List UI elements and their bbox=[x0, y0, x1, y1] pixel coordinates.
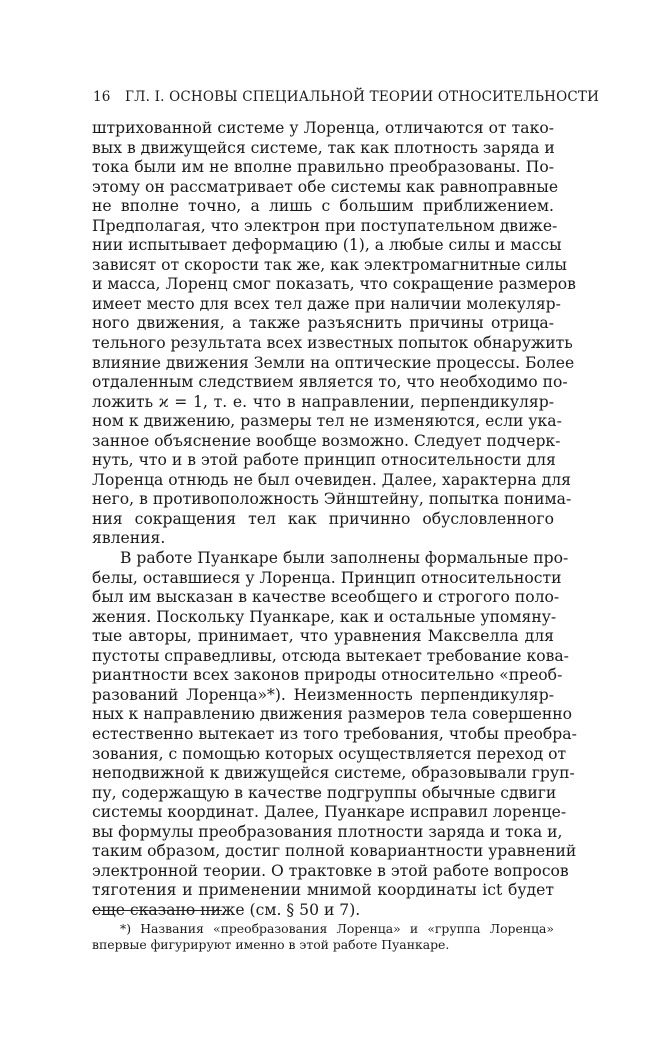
text-line: таким образом, достиг полной ковариантности уравнений bbox=[92, 842, 577, 861]
body-text bbox=[92, 119, 577, 920]
text-line: штрихованной системе у Лоренца, отличаются от тако- bbox=[92, 119, 554, 137]
running-head bbox=[93, 89, 600, 111]
text-line: жения. Поскольку Пуанкаре, как и остальные упомяну- bbox=[92, 607, 557, 626]
text-line: него, в противоположность Эйнштейну, попытка понима- bbox=[92, 490, 572, 509]
footnote-line: впервые фигурируют именно в этой работе Пуанкаре. bbox=[92, 937, 450, 952]
text-line: ных к направлению движения размеров тела совершенно bbox=[92, 705, 573, 724]
paragraph-1 bbox=[92, 119, 576, 549]
text-line: пу, содержащую в качестве подгруппы обычные сдвиги bbox=[92, 783, 557, 802]
footnote bbox=[92, 921, 554, 953]
text-line: белы, оставшиеся у Лоренца. Принцип относительности bbox=[92, 568, 562, 587]
text-line: не вполне точно, а лишь с большим приближением. bbox=[92, 197, 554, 216]
text-line: разований Лоренца»*). Неизменность перпендикуляр- bbox=[92, 685, 554, 704]
text-line: нуть, что и в этой работе принцип относительности для bbox=[92, 451, 556, 470]
text-line: В работе Пуанкаре были заполнены формальные про- bbox=[120, 549, 569, 568]
text-line: ного движения, а также разъяснить причины отрица- bbox=[92, 314, 554, 333]
text-line: был им высказан в качестве всеобщего и строгого поло- bbox=[92, 588, 560, 607]
text-line: еще сказано ниже (см. § 50 и 7). bbox=[92, 900, 361, 919]
text-line: ложить ϰ = 1, т. е. что в направлении, перпендикуляр- bbox=[92, 392, 554, 411]
text-line: ния сокращения тел как причинно обусловленного bbox=[92, 509, 554, 528]
text-line: влияние движения Земли на оптические процессы. Более bbox=[92, 353, 575, 372]
text-line: системы координат. Далее, Пуанкаре исправил лоренце- bbox=[92, 803, 567, 822]
text-line: Лоренца отнюдь не был очевиден. Далее, характерна для bbox=[92, 470, 571, 489]
text-line: и масса, Лоренц смог показать, что сокращение размеров bbox=[92, 275, 576, 294]
text-line: электронной теории. О трактовке в этой работе вопросов bbox=[92, 861, 569, 880]
text-line: этому он рассматривает обе системы как равноправные bbox=[92, 177, 559, 196]
text-line: зависят от скорости так же, как электромагнитные силы bbox=[92, 255, 567, 274]
chapter-title: ГЛ. I. ОСНОВЫ СПЕЦИАЛЬНОЙ ТЕОРИИ ОТНОСИТЕЛЬНОСТИ bbox=[125, 89, 600, 105]
text-line: риантности всех законов природы относительно «преоб- bbox=[92, 666, 563, 685]
text-line: ном к движению, размеры тел не изменяются, если ука- bbox=[92, 412, 562, 431]
text-line: неподвижной к движущейся системе, образовывали груп- bbox=[92, 764, 575, 783]
page-number: 16 bbox=[93, 89, 111, 105]
text-line: тяготения и применении мнимой координаты ict будет bbox=[92, 881, 554, 900]
footnote-rule bbox=[92, 910, 222, 911]
paragraph-2 bbox=[92, 549, 577, 920]
text-line: занное объяснение вообще возможно. Следует подчерк- bbox=[92, 431, 561, 450]
text-line: зования, с помощью которых осуществляется переход от bbox=[92, 744, 567, 763]
text-line: естественно вытекает из того требования, чтобы преобра- bbox=[92, 724, 577, 743]
text-line: вы формулы преобразования плотности заряда и тока и, bbox=[92, 822, 563, 841]
text-line: тые авторы, принимает, что уравнения Максвелла для bbox=[92, 627, 554, 646]
text-line: отдаленным следствием является то, что необходимо по- bbox=[92, 373, 568, 392]
text-line: тельного результата всех известных попыток обнаружить bbox=[92, 334, 573, 353]
text-line: пустоты справедливы, отсюда вытекает требование кова- bbox=[92, 646, 569, 665]
text-line: вых в движущейся системе, так как плотность заряда и bbox=[92, 138, 555, 157]
text-line: явления. bbox=[92, 529, 166, 548]
text-line: Предполагая, что электрон при поступательном движе- bbox=[92, 216, 558, 235]
text-line: нии испытывает деформацию (1), а любые силы и массы bbox=[92, 236, 562, 255]
text-line: имеет место для всех тел даже при наличии молекуляр- bbox=[92, 294, 561, 313]
footnote-line: *) Названия «преобразования Лоренца» и «группа Лоренца» bbox=[120, 921, 554, 936]
text-line: тока были им не вполне правильно преобразованы. По- bbox=[92, 158, 554, 177]
